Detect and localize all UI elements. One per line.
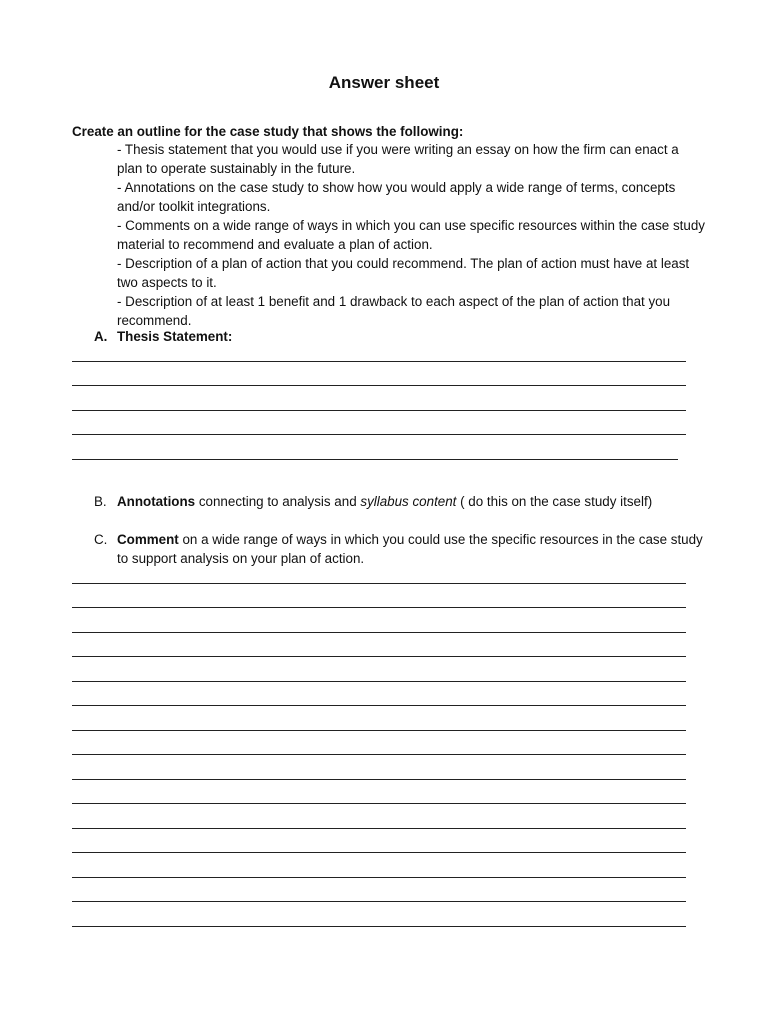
answer-line-c-15[interactable] (72, 926, 686, 927)
section-a-label: Thesis Statement: (117, 329, 233, 344)
answer-line-a-3[interactable] (72, 410, 686, 411)
section-c-comment (94, 530, 704, 568)
section-b-annotations (94, 492, 704, 511)
requirements-list (117, 140, 707, 330)
answer-line-a-1[interactable] (72, 361, 686, 362)
intro-instruction: Create an outline for the case study that shows the following: (72, 124, 464, 139)
answer-line-c-13[interactable] (72, 877, 686, 878)
requirement-item: - Description of a plan of action that you could recommend. The plan of action must have at least two aspects to it. (117, 256, 690, 290)
section-c-letter: C. (94, 532, 108, 547)
section-b-text (117, 492, 704, 511)
answer-line-c-12[interactable] (72, 852, 686, 853)
answer-line-c-10[interactable] (72, 803, 686, 804)
section-a-letter: A. (94, 329, 108, 344)
section-b-italic: syllabus content (360, 494, 457, 509)
requirement-item: - Thesis statement that you would use if you were writing an essay on how the firm can enact a plan to operate sustainably in the future. (117, 142, 679, 176)
section-b-text2: ( do this on the case study itself) (456, 494, 653, 509)
section-b-letter: B. (94, 494, 107, 509)
answer-line-a-5[interactable] (72, 459, 678, 460)
section-b-text1: connecting to analysis and (195, 494, 361, 509)
answer-line-c-3[interactable] (72, 632, 686, 633)
section-c-text (117, 530, 704, 568)
page-title: Answer sheet (328, 73, 440, 92)
section-c-rest: on a wide range of ways in which you could use the specific resources in the case study to support analysis on your plan of action. (117, 532, 703, 566)
answer-line-c-6[interactable] (72, 705, 686, 706)
answer-line-a-2[interactable] (72, 385, 686, 386)
requirement-item: - Annotations on the case study to show how you would apply a wide range of terms, concepts and/or toolkit integrations. (117, 180, 676, 214)
answer-line-c-1[interactable] (72, 583, 686, 584)
section-a-thesis (94, 327, 704, 346)
section-b-bold: Annotations (117, 494, 196, 509)
answer-line-c-7[interactable] (72, 730, 686, 731)
answer-line-c-5[interactable] (72, 681, 686, 682)
requirement-item: - Comments on a wide range of ways in which you can use specific resources within the case study material to recommend and evaluate a plan of action. (117, 218, 705, 252)
requirement-item: - Description of at least 1 benefit and 1 drawback to each aspect of the plan of action that you recommend. (117, 294, 671, 328)
answer-line-c-2[interactable] (72, 607, 686, 608)
answer-line-a-4[interactable] (72, 434, 686, 435)
answer-line-c-11[interactable] (72, 828, 686, 829)
answer-line-c-8[interactable] (72, 754, 686, 755)
answer-line-c-4[interactable] (72, 656, 686, 657)
answer-line-c-14[interactable] (72, 901, 686, 902)
answer-line-c-9[interactable] (72, 779, 686, 780)
section-c-bold: Comment (117, 532, 179, 547)
